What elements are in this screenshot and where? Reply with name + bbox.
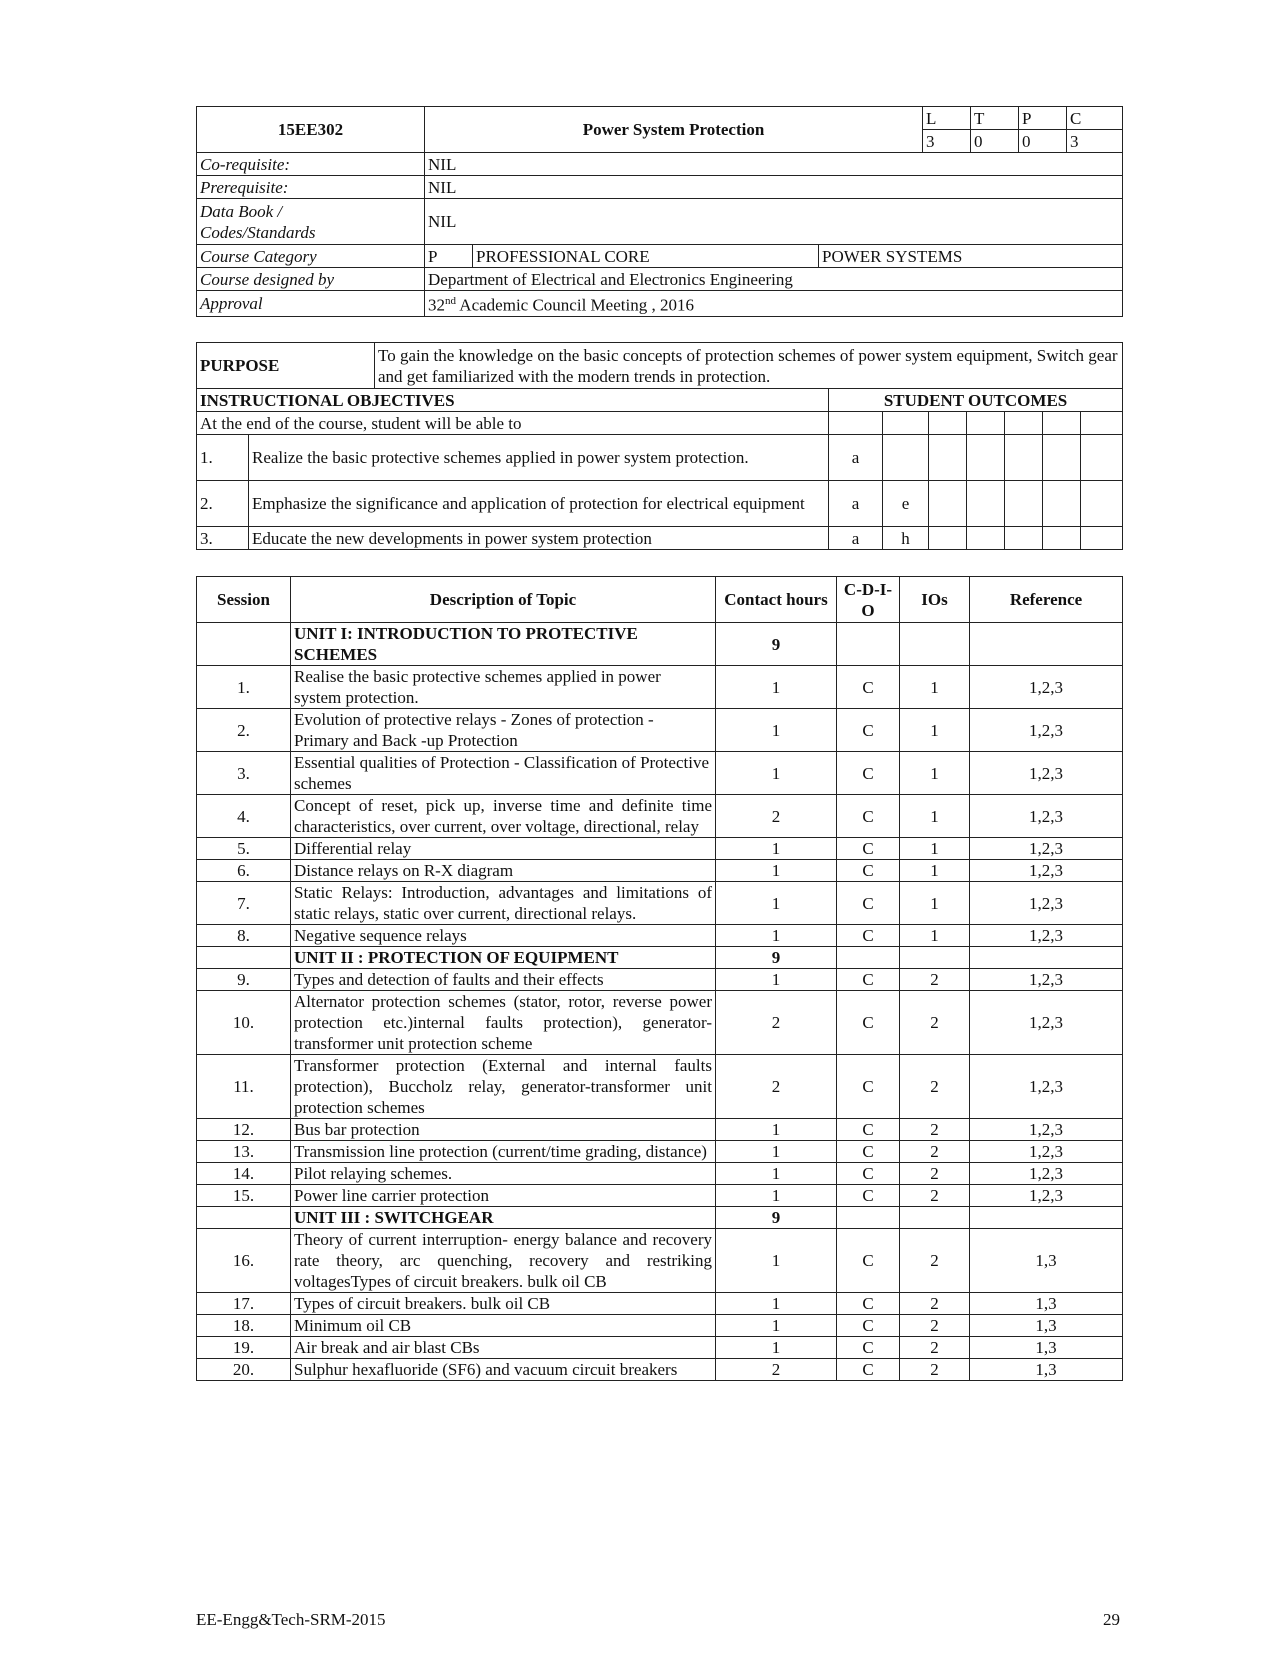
session-rows [197, 623, 1123, 1381]
cell-hours: 1 [716, 1163, 837, 1185]
cell-session: 20. [197, 1359, 291, 1381]
cell-ref: 1,3 [970, 1337, 1123, 1359]
header-session: Session [197, 577, 291, 623]
table-row [197, 882, 1123, 925]
cell-hours: 1 [716, 882, 837, 925]
cell-ref: 1,2,3 [970, 838, 1123, 860]
designed-value: Department of Electrical and Electronics Engineering [425, 268, 1123, 291]
category-label: Course Category [197, 245, 425, 268]
cell-hours: 1 [716, 752, 837, 795]
cell-session: 15. [197, 1185, 291, 1207]
table-row [197, 838, 1123, 860]
cell-ref: 1,2,3 [970, 1055, 1123, 1119]
table-row [197, 1055, 1123, 1119]
cell-session [197, 1207, 291, 1229]
unit-header-row [197, 947, 1123, 969]
corequisite-value: NIL [425, 153, 1123, 176]
cell-ref: 1,2,3 [970, 1119, 1123, 1141]
cell-hours: 9 [716, 623, 837, 666]
cell-ios: 2 [900, 1359, 970, 1381]
cell-ios: 2 [900, 1141, 970, 1163]
page-number: 29 [1103, 1610, 1120, 1629]
cell-ios: 1 [900, 666, 970, 709]
cell-session: 16. [197, 1229, 291, 1293]
approval-value: 32nd Academic Council Meeting , 2016 [425, 291, 1123, 317]
outcome-cell: a [829, 435, 883, 481]
cell-desc: Pilot relaying schemes. [291, 1163, 716, 1185]
table-row [197, 1163, 1123, 1185]
ltpc-header: T [971, 107, 1019, 130]
cell-ref: 1,2,3 [970, 666, 1123, 709]
cell-cdio: C [837, 752, 900, 795]
cell-ref: 1,3 [970, 1229, 1123, 1293]
objective-num: 2. [197, 481, 249, 527]
cell-session: 2. [197, 709, 291, 752]
cell-cdio: C [837, 1229, 900, 1293]
cell-cdio [837, 623, 900, 666]
outcome-cell: e [883, 481, 929, 527]
ltpc-header: C [1067, 107, 1123, 130]
cell-ios: 2 [900, 1315, 970, 1337]
cell-ref: 1,2,3 [970, 1163, 1123, 1185]
cell-ref: 1,3 [970, 1359, 1123, 1381]
cell-cdio: C [837, 1119, 900, 1141]
cell-hours: 9 [716, 947, 837, 969]
cell-ios: 2 [900, 969, 970, 991]
cell-cdio: C [837, 1141, 900, 1163]
cell-cdio: C [837, 991, 900, 1055]
header-ios: IOs [900, 577, 970, 623]
cell-ref: 1,2,3 [970, 969, 1123, 991]
cell-desc: Negative sequence relays [291, 925, 716, 947]
outcome-cell: h [883, 527, 929, 550]
cell-desc: Minimum oil CB [291, 1315, 716, 1337]
cell-cdio: C [837, 882, 900, 925]
cell-hours: 1 [716, 1119, 837, 1141]
cell-session: 19. [197, 1337, 291, 1359]
unit-header-row [197, 1207, 1123, 1229]
cell-ref: 1,2,3 [970, 860, 1123, 882]
cell-session: 8. [197, 925, 291, 947]
cell-ref: 1,2,3 [970, 882, 1123, 925]
cell-ref: 1,3 [970, 1315, 1123, 1337]
cell-ios: 1 [900, 838, 970, 860]
footer-left: EE-Engg&Tech-SRM-2015 [196, 1610, 386, 1629]
approval-label: Approval [197, 291, 425, 317]
cell-session: 14. [197, 1163, 291, 1185]
cell-cdio: C [837, 666, 900, 709]
table-row [197, 1293, 1123, 1315]
cell-desc: Alternator protection schemes (stator, rotor, reverse power protection etc.)internal faults protection), generator-transformer unit protection scheme [291, 991, 716, 1055]
cell-ref [970, 1207, 1123, 1229]
cell-desc: Sulphur hexafluoride (SF6) and vacuum circuit breakers [291, 1359, 716, 1381]
objectives-intro: At the end of the course, student will be able to [197, 412, 829, 435]
objective-text: Educate the new developments in power system protection [249, 527, 829, 550]
cell-cdio: C [837, 709, 900, 752]
cell-desc: Types of circuit breakers. bulk oil CB [291, 1293, 716, 1315]
cell-ios [900, 623, 970, 666]
cell-desc: Types and detection of faults and their effects [291, 969, 716, 991]
cell-ios: 1 [900, 709, 970, 752]
cell-ios: 1 [900, 795, 970, 838]
table-row [197, 1119, 1123, 1141]
cell-desc: UNIT III : SWITCHGEAR [291, 1207, 716, 1229]
cell-hours: 1 [716, 1185, 837, 1207]
databook-label: Data Book / Codes/Standards [197, 199, 425, 245]
cell-cdio: C [837, 860, 900, 882]
table-row [197, 969, 1123, 991]
cell-session [197, 623, 291, 666]
table-row [197, 1359, 1123, 1381]
cell-session: 13. [197, 1141, 291, 1163]
cell-session: 4. [197, 795, 291, 838]
cell-session: 3. [197, 752, 291, 795]
cell-cdio: C [837, 1337, 900, 1359]
cell-ios: 2 [900, 1119, 970, 1141]
purpose-text: To gain the knowledge on the basic concepts of protection schemes of power system equipment, Switch gear and get familiarized with the modern trends in protection. [375, 343, 1123, 389]
cell-ref [970, 947, 1123, 969]
cell-cdio [837, 1207, 900, 1229]
cell-hours: 1 [716, 1337, 837, 1359]
table-row [197, 666, 1123, 709]
cell-session: 12. [197, 1119, 291, 1141]
cell-ios: 2 [900, 991, 970, 1055]
cell-ios: 1 [900, 860, 970, 882]
course-title: Power System Protection [425, 107, 923, 153]
cell-desc: Differential relay [291, 838, 716, 860]
cell-hours: 1 [716, 1229, 837, 1293]
header-description: Description of Topic [291, 577, 716, 623]
cell-ref: 1,3 [970, 1293, 1123, 1315]
cell-hours: 1 [716, 838, 837, 860]
cell-desc: Evolution of protective relays - Zones of protection - Primary and Back -up Protection [291, 709, 716, 752]
cell-desc: UNIT II : PROTECTION OF EQUIPMENT [291, 947, 716, 969]
cell-desc: Static Relays: Introduction, advantages and limitations of static relays, static over current, directional relays. [291, 882, 716, 925]
cell-hours: 9 [716, 1207, 837, 1229]
header-contact-hours: Contact hours [716, 577, 837, 623]
cell-cdio: C [837, 969, 900, 991]
cell-session: 7. [197, 882, 291, 925]
cell-ios: 1 [900, 882, 970, 925]
cell-ref: 1,2,3 [970, 925, 1123, 947]
cell-session: 5. [197, 838, 291, 860]
sessions-table [196, 576, 1123, 1381]
cell-session [197, 947, 291, 969]
cell-hours: 1 [716, 1293, 837, 1315]
cell-cdio: C [837, 1359, 900, 1381]
objective-text: Realize the basic protective schemes applied in power system protection. [249, 435, 829, 481]
cell-cdio: C [837, 795, 900, 838]
ltpc-header: L [923, 107, 971, 130]
cell-ios [900, 1207, 970, 1229]
course-info-table [196, 106, 1123, 317]
cell-hours: 1 [716, 969, 837, 991]
cell-ios: 1 [900, 925, 970, 947]
cell-ref [970, 623, 1123, 666]
cell-desc: Bus bar protection [291, 1119, 716, 1141]
cell-cdio: C [837, 925, 900, 947]
cell-session: 9. [197, 969, 291, 991]
objective-num: 3. [197, 527, 249, 550]
cell-hours: 1 [716, 925, 837, 947]
cell-hours: 2 [716, 991, 837, 1055]
prerequisite-label: Prerequisite: [197, 176, 425, 199]
objectives-table [196, 342, 1123, 550]
cell-hours: 2 [716, 795, 837, 838]
outcome-cell [883, 435, 929, 481]
ltpc-value: 0 [971, 130, 1019, 153]
cell-desc: Air break and air blast CBs [291, 1337, 716, 1359]
outcome-cell: a [829, 481, 883, 527]
cell-hours: 1 [716, 860, 837, 882]
cell-ios: 1 [900, 752, 970, 795]
table-row [197, 991, 1123, 1055]
corequisite-label: Co-requisite: [197, 153, 425, 176]
cell-cdio: C [837, 1055, 900, 1119]
objective-num: 1. [197, 435, 249, 481]
cell-ios [900, 947, 970, 969]
cell-cdio [837, 947, 900, 969]
cell-cdio: C [837, 838, 900, 860]
cell-ref: 1,2,3 [970, 1185, 1123, 1207]
header-cdio: C-D-I-O [837, 577, 900, 623]
cell-cdio: C [837, 1293, 900, 1315]
cell-desc: Distance relays on R-X diagram [291, 860, 716, 882]
ltpc-value: 3 [923, 130, 971, 153]
cell-ref: 1,2,3 [970, 991, 1123, 1055]
ltpc-value: 0 [1019, 130, 1067, 153]
table-row [197, 752, 1123, 795]
cell-hours: 2 [716, 1055, 837, 1119]
cell-ref: 1,2,3 [970, 709, 1123, 752]
course-code: 15EE302 [197, 107, 425, 153]
cell-ios: 2 [900, 1055, 970, 1119]
cell-desc: Concept of reset, pick up, inverse time and definite time characteristics, over current, over voltage, directional, relay [291, 795, 716, 838]
outcome-cell: a [829, 527, 883, 550]
table-row [197, 1141, 1123, 1163]
purpose-label: PURPOSE [197, 343, 375, 389]
cell-ref: 1,2,3 [970, 795, 1123, 838]
cell-ref: 1,2,3 [970, 1141, 1123, 1163]
table-row [197, 1185, 1123, 1207]
category-code: P [425, 245, 473, 268]
cell-session: 1. [197, 666, 291, 709]
cell-hours: 2 [716, 1359, 837, 1381]
unit-header-row [197, 623, 1123, 666]
cell-desc: Transformer protection (External and internal faults protection), Buccholz relay, generator-transformer unit protection schemes [291, 1055, 716, 1119]
cell-hours: 1 [716, 709, 837, 752]
table-row [197, 925, 1123, 947]
cell-hours: 1 [716, 1141, 837, 1163]
ltpc-value: 3 [1067, 130, 1123, 153]
cell-ios: 2 [900, 1185, 970, 1207]
io-header: INSTRUCTIONAL OBJECTIVES [197, 389, 829, 412]
cell-desc: Realise the basic protective schemes applied in power system protection. [291, 666, 716, 709]
objective-text: Emphasize the significance and application of protection for electrical equipment [249, 481, 829, 527]
cell-ios: 2 [900, 1293, 970, 1315]
so-header: STUDENT OUTCOMES [829, 389, 1123, 412]
cell-session: 11. [197, 1055, 291, 1119]
cell-session: 18. [197, 1315, 291, 1337]
cell-session: 6. [197, 860, 291, 882]
cell-cdio: C [837, 1185, 900, 1207]
ltpc-header: P [1019, 107, 1067, 130]
cell-ios: 2 [900, 1163, 970, 1185]
designed-label: Course designed by [197, 268, 425, 291]
table-row [197, 860, 1123, 882]
cell-hours: 1 [716, 1315, 837, 1337]
table-row [197, 795, 1123, 838]
table-row [197, 709, 1123, 752]
table-row [197, 1337, 1123, 1359]
cell-desc: UNIT I: INTRODUCTION TO PROTECTIVE SCHEMES [291, 623, 716, 666]
cell-cdio: C [837, 1315, 900, 1337]
cell-hours: 1 [716, 666, 837, 709]
cell-ios: 2 [900, 1337, 970, 1359]
cell-ios: 2 [900, 1229, 970, 1293]
category-area: POWER SYSTEMS [819, 245, 1123, 268]
category-name: PROFESSIONAL CORE [473, 245, 819, 268]
prerequisite-value: NIL [425, 176, 1123, 199]
header-reference: Reference [970, 577, 1123, 623]
cell-desc: Transmission line protection (current/time grading, distance) [291, 1141, 716, 1163]
cell-desc: Essential qualities of Protection - Classification of Protective schemes [291, 752, 716, 795]
cell-ref: 1,2,3 [970, 752, 1123, 795]
cell-session: 17. [197, 1293, 291, 1315]
cell-desc: Power line carrier protection [291, 1185, 716, 1207]
cell-desc: Theory of current interruption- energy balance and recovery rate theory, arc quenching, recovery and restriking voltagesTypes of circuit breakers. bulk oil CB [291, 1229, 716, 1293]
cell-cdio: C [837, 1163, 900, 1185]
databook-value: NIL [425, 199, 1123, 245]
table-row [197, 1229, 1123, 1293]
table-row [197, 1315, 1123, 1337]
cell-session: 10. [197, 991, 291, 1055]
